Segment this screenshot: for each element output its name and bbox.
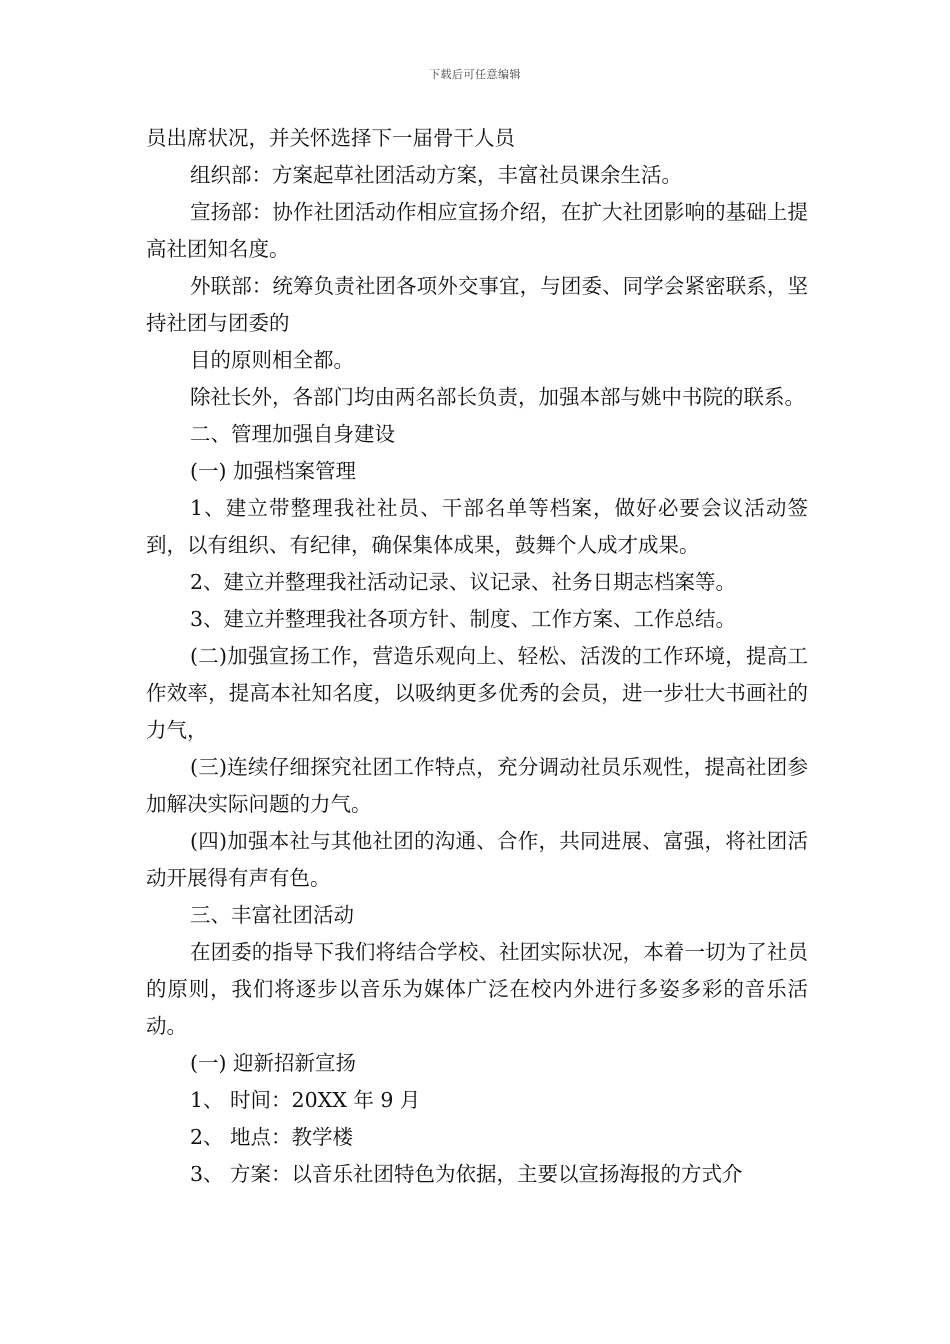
paragraph: 外联部：统筹负责社团各项外交事宜，与团委、同学会紧密联系，坚持社团与团委的 [146,274,808,335]
list-item: 1、 时间：20XX 年 9 月 [190,1088,421,1112]
paragraph: 员出席状况，并关怀选择下一届骨干人员 [146,126,515,150]
list-item: 1、建立带整理我社社员、干部名单等档案，做好必要会议活动签到，以有组织、有纪律，确保集体成果，鼓舞个人成才成果。 [146,496,808,557]
page-header: 下载后可任意编辑 [429,68,521,81]
list-item: 3、建立并整理我社各项方针、制度、工作方案、工作总结。 [190,607,737,631]
subsection-heading: (一) 迎新招新宣扬 [190,1051,357,1075]
paragraph: (四)加强本社与其他社团的沟通、合作，共同进展、富强，将社团活动开展得有声有色。 [146,829,808,890]
section-heading: 二、管理加强自身建设 [190,422,395,446]
paragraph: 宣扬部：协作社团活动作相应宣扬介绍，在扩大社团影响的基础上提高社团知名度。 [146,200,808,261]
document-body [146,120,808,1193]
subsection-heading: (一) 加强档案管理 [190,459,357,483]
paragraph: (二)加强宣扬工作，营造乐观向上、轻松、活泼的工作环境，提高工作效率，提高本社知名度，以吸纳更多优秀的会员，进一步壮大书画社的力气， [146,644,808,742]
paragraph: 组织部：方案起草社团活动方案，丰富社员课余生活。 [190,163,682,187]
paragraph: 目的原则相全都。 [190,348,354,372]
section-heading: 三、丰富社团活动 [190,903,354,927]
paragraph: 除社长外，各部门均由两名部长负责，加强本部与姚中书院的联系。 [190,385,805,409]
list-item: 2、 地点：教学楼 [190,1125,354,1149]
paragraph: 在团委的指导下我们将结合学校、社团实际状况，本着一切为了社员的原则，我们将逐步以音乐为媒体广泛在校内外进行多姿多彩的音乐活动。 [146,940,808,1038]
list-item: 2、建立并整理我社活动记录、议记录、社务日期志档案等。 [190,570,737,594]
paragraph: (三)连续仔细探究社团工作特点，充分调动社员乐观性，提高社团参加解决实际问题的力气。 [146,755,808,816]
list-item: 3、 方案：以音乐社团特色为依据，主要以宣扬海报的方式介 [190,1162,743,1186]
